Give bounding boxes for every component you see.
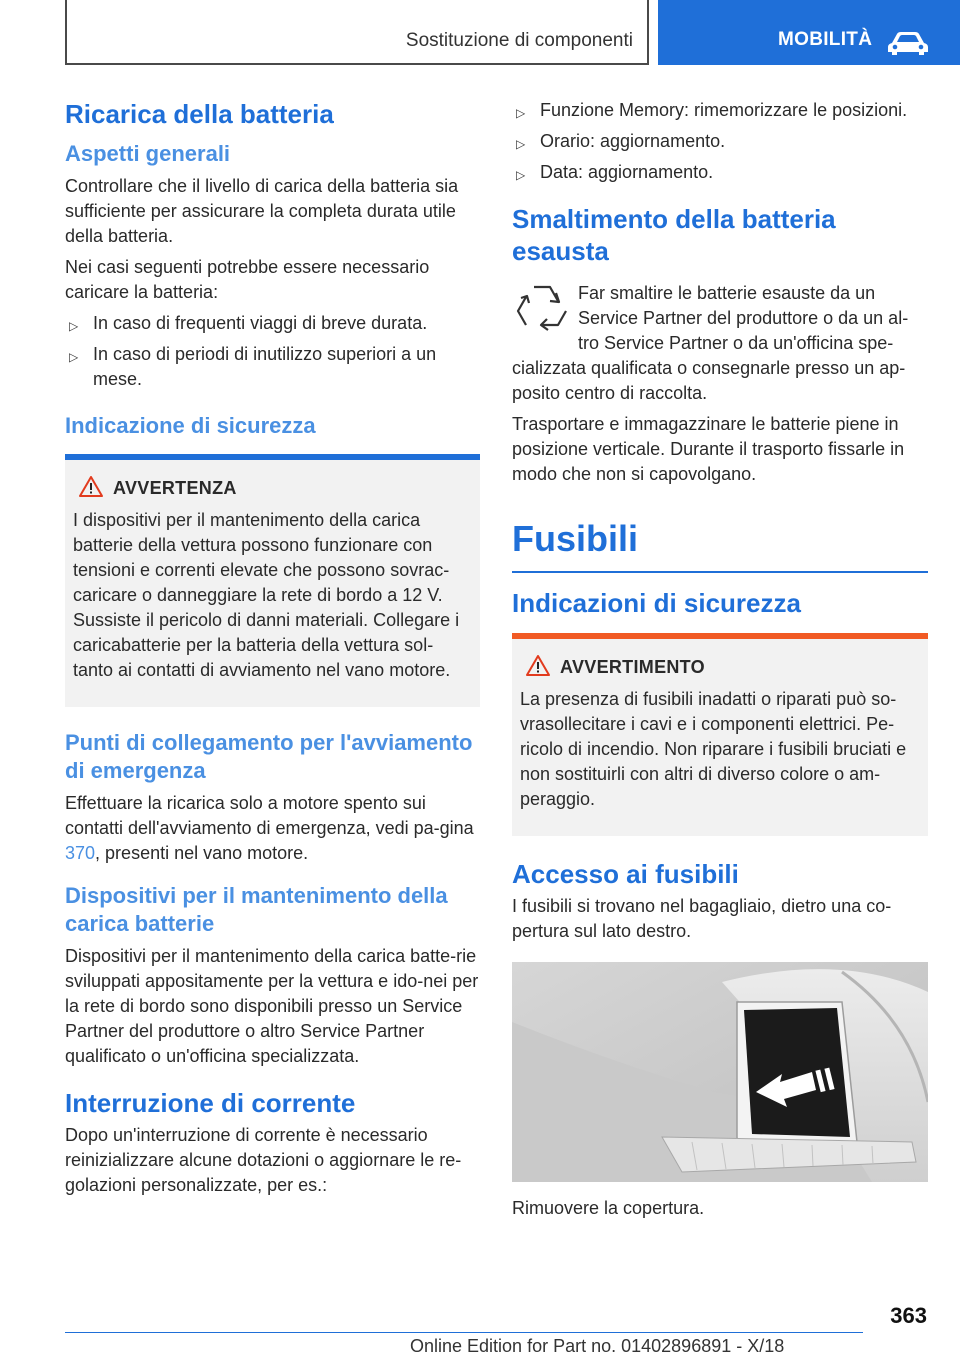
triangle-bullet-icon: ▷ (69, 319, 79, 333)
trunk-fuse-cover-image (512, 962, 928, 1182)
heading-punti-collegamento: Punti di collegamento per l'avviamento di emergenza (65, 730, 473, 783)
paragraph-interruzione: Dopo un'interruzione di corrente è necessario reinizializzare alcune dotazioni o aggiornare le re-golazioni personalizzate, per es.: (65, 1125, 462, 1195)
list-item: ▷ Orario: aggiornamento. (512, 129, 928, 154)
heading-dispositivi: Dispositivi per il mantenimento della carica batterie (65, 883, 448, 936)
paragraph-accesso: I fusibili si trovano nel bagagliaio, dietro una co-pertura sul lato destro. (512, 896, 892, 941)
warning-box-avvertimento (512, 633, 928, 836)
triangle-bullet-icon: ▷ (516, 168, 526, 182)
recycle-block (512, 281, 928, 356)
warning-title: AVVERTENZA (73, 474, 472, 502)
warning-text: I dispositivi per il mantenimento della carica batterie della vettura possono funzionare con tensioni e correnti elevate che possono sovrac-caricare o danneggiare la rete di bordo a 12 V. Sussiste il pericolo di danni materiali. Collegare i caricabatterie per la batteria della vettura sol-tanto ai contatti di avviamento nel vano motore. (73, 510, 460, 680)
warning-triangle-icon (78, 475, 104, 498)
right-column (512, 98, 928, 1227)
list-item: ▷ In caso di periodi di inutilizzo superiori a un mese. (69, 344, 437, 389)
heading-accesso-fusibili: Accesso ai fusibili (512, 859, 739, 889)
footer-edition: Online Edition for Part no. 01402896891 - X/18 (410, 1336, 785, 1356)
list-item: ▷ Data: aggiornamento. (512, 160, 928, 185)
triangle-bullet-icon: ▷ (69, 350, 79, 364)
warning-triangle-icon (525, 654, 551, 677)
warning-text: La presenza di fusibili inadatti o riparati può so-vrasollecitare i cavi e i componenti elettrici. Pe-ricolo di incendio. Non riparare i fusibili bruciati e non sostituirli con altri di diverso colore o am-peraggio. (520, 689, 907, 809)
heading-smaltimento: Smaltimento della batteria esausta (512, 204, 836, 266)
header-section-title: Sostituzione di componenti (405, 30, 633, 51)
header-chapter-label: MOBILITÀ (778, 29, 873, 50)
page-link-370[interactable]: 370 (65, 843, 96, 863)
list-item: ▷ Funzione Memory: rimemorizzare le posizioni. (512, 98, 928, 123)
left-column (65, 98, 480, 1204)
page-number: 363 (890, 1303, 927, 1328)
heading-fusibili: Fusibili (512, 517, 928, 573)
paragraph-smaltire-1: Far smaltire le batterie esauste da un Service Partner del produttore o da un al-tro Service Partner o da un'officina spe- (578, 283, 909, 353)
recycle-icon (512, 281, 578, 356)
bullet-list-aggiornamenti (512, 98, 928, 185)
warning-title: AVVERTIMENTO (520, 653, 920, 681)
paragraph-effettuare: Effettuare la ricarica solo a motore spento sui contatti dell'avviamento di emergenza, vedi pa-gina 370, presenti nel vano motore. (65, 793, 474, 863)
header-section-box (65, 0, 649, 65)
bullet-list-casi (65, 311, 480, 392)
heading-indicazione-sicurezza: Indicazione di sicurezza (65, 413, 316, 438)
heading-ricarica: Ricarica della batteria (65, 99, 334, 129)
header-chapter-tab[interactable] (658, 0, 960, 65)
list-item: ▷ In caso di frequenti viaggi di breve durata. (65, 311, 480, 336)
triangle-bullet-icon: ▷ (516, 106, 526, 120)
footer-divider (65, 1332, 863, 1333)
caption-rimuovere: Rimuovere la copertura. (512, 1198, 705, 1218)
car-icon (886, 30, 930, 56)
paragraph-trasportare: Trasportare e immagazzinare le batterie piene in posizione verticale. Durante il trasporto fissarle in modo che non si capovolgano. (512, 414, 905, 484)
heading-interruzione: Interruzione di corrente (65, 1088, 356, 1118)
paragraph-controllare: Controllare che il livello di carica della batteria sia sufficiente per assicurare la completa durata utile della batteria. (65, 176, 459, 246)
triangle-bullet-icon: ▷ (516, 137, 526, 151)
paragraph-smaltire-2: cializzata qualificata o consegnarle presso un ap-posito centro di raccolta. (512, 358, 906, 403)
heading-indicazioni-sicurezza: Indicazioni di sicurezza (512, 588, 801, 618)
heading-aspetti-generali: Aspetti generali (65, 141, 231, 166)
paragraph-casi: Nei casi seguenti potrebbe essere necessario caricare la batteria: (65, 257, 430, 302)
paragraph-dispositivi: Dispositivi per il mantenimento della carica batte-rie sviluppati appositamente per la vettura e ido-nei per la rete di bordo sono disponibili presso un Service Partner del produttore o altro Service Partner qualificato o un'officina specializzata. (65, 946, 479, 1066)
warning-box-avvertenza (65, 454, 480, 707)
